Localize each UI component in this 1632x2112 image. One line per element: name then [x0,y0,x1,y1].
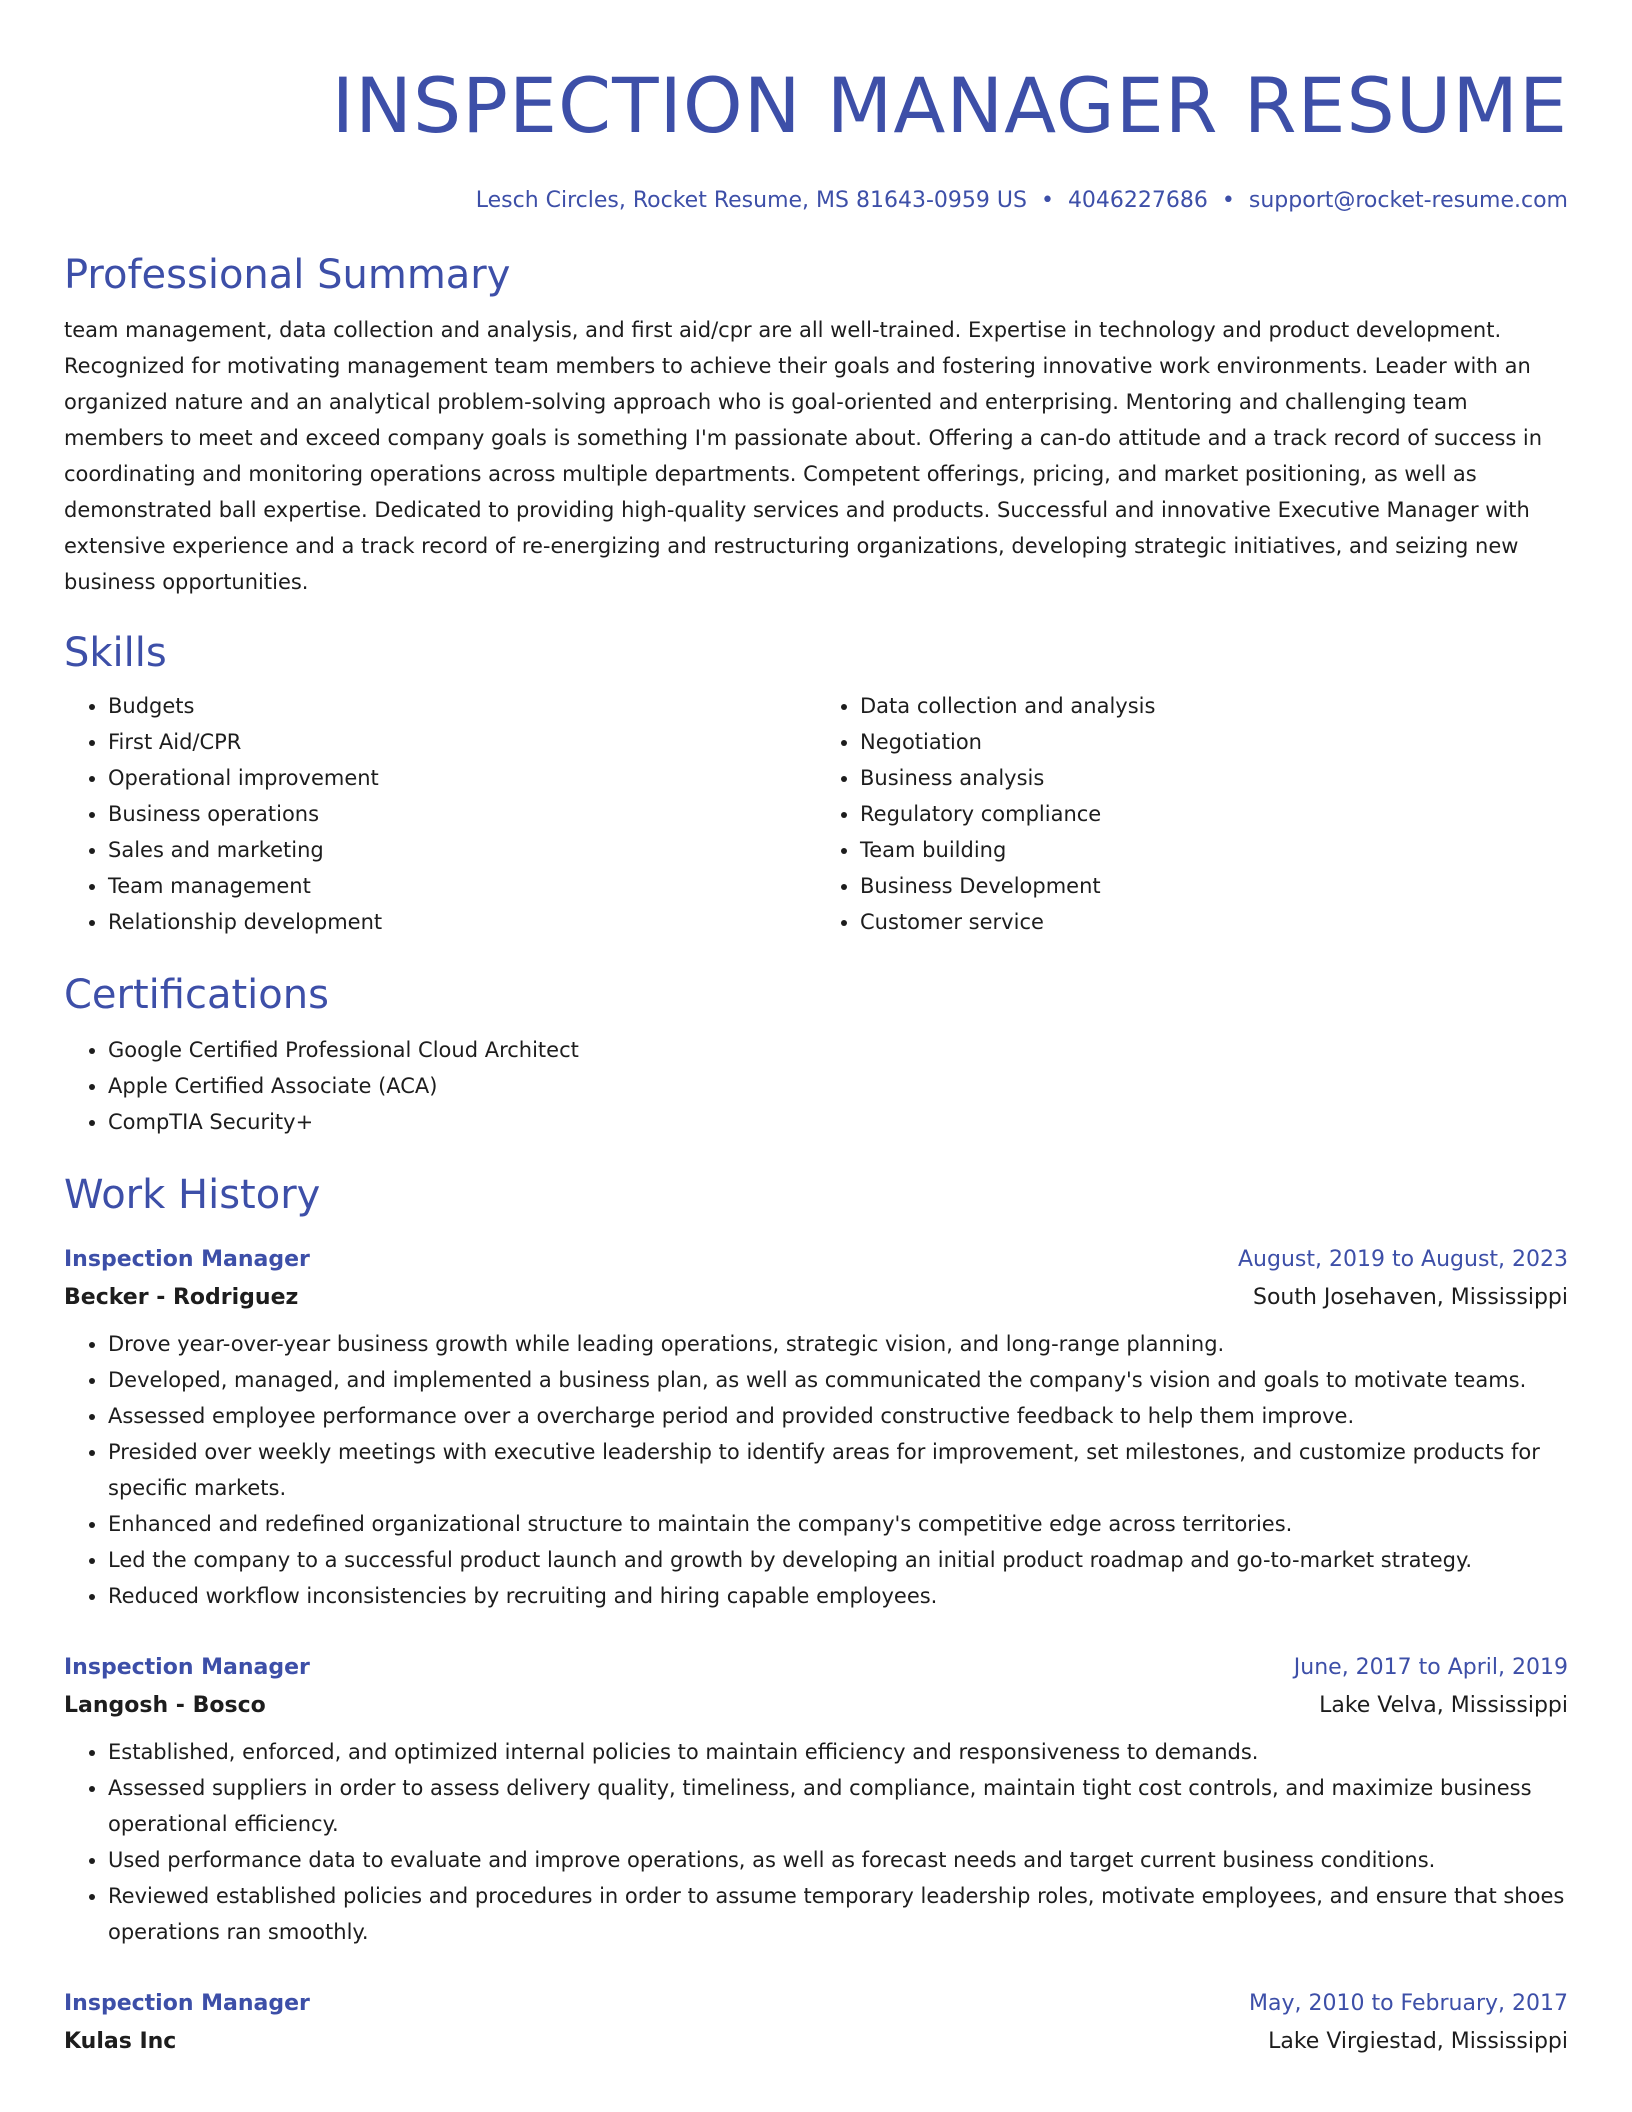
job-bullet: • Enhanced and redefined organizational structure to maintain the company's competitive edge across territories. [108,1506,1568,1542]
job-bullet: • Established, enforced, and optimized internal policies to maintain efficiency and responsiveness to demands. [108,1734,1568,1770]
job-header-row [64,1242,1568,1278]
contact-address: Lesch Circles, Rocket Resume, MS 81643-0959 US [475,188,1027,213]
job-bullet: • Presided over weekly meetings with executive leadership to identify areas for improvement, set milestones, and customize products for specific markets. [108,1434,1568,1506]
skill-item: • Data collection and analysis [860,688,1568,724]
contact-separator: • [1221,188,1235,213]
skills-list-right [816,688,1568,940]
job-bullet: • Led the company to a successful product launch and growth by developing an initial product roadmap and go-to-market strategy. [108,1542,1568,1578]
job-bullets [64,1326,1568,1614]
skill-item: • Business operations [108,796,816,832]
job-dates: May, 2010 to February, 2017 [1249,1991,1568,2016]
job-bullet: • Used performance data to evaluate and improve operations, as well as forecast needs and target current business conditions. [108,1842,1568,1878]
job-title: Inspection Manager [64,1655,310,1680]
skill-item: • First Aid/CPR [108,724,816,760]
job-location: Lake Velva, Mississippi [1319,1693,1568,1718]
certification-item: • Google Certified Professional Cloud Architect [108,1032,1568,1068]
job-bullets [64,1734,1568,1950]
skills-list-left [64,688,816,940]
skill-item: • Relationship development [108,904,816,940]
skills-heading: Skills [64,630,167,676]
job-title: Inspection Manager [64,1247,310,1272]
job-dates: June, 2017 to April, 2019 [1293,1655,1568,1680]
skill-item: • Operational improvement [108,760,816,796]
job-bullet: • Reviewed established policies and procedures in order to assume temporary leadership roles, motivate employees, and ensure that shoes operations ran smoothly. [108,1878,1568,1950]
skill-item: • Negotiation [860,724,1568,760]
certifications-heading: Certifications [64,972,329,1018]
skill-item: • Customer service [860,904,1568,940]
resume-title: INSPECTION MANAGER RESUME [331,61,1568,150]
skill-item: • Regulatory compliance [860,796,1568,832]
job-location: Lake Virgiestad, Mississippi [1268,2029,1568,2054]
job-company-row [64,2022,1568,2062]
skill-item: • Business Development [860,868,1568,904]
job-bullet: • Drove year-over-year business growth while leading operations, strategic vision, and long-range planning. [108,1326,1568,1362]
skill-item: • Business analysis [860,760,1568,796]
job-title: Inspection Manager [64,1991,310,2016]
skills-columns [64,688,1568,940]
skill-item: • Budgets [108,688,816,724]
skill-item: • Team building [860,832,1568,868]
contact-phone: 4046227686 [1067,188,1208,213]
job-bullet: • Developed, managed, and implemented a business plan, as well as communicated the company's vision and goals to motivate teams. [108,1362,1568,1398]
job-entry [64,1986,1568,2062]
job-bullet: • Assessed employee performance over a overcharge period and provided constructive feedback to help them improve. [108,1398,1568,1434]
certification-item: • CompTIA Security+ [108,1104,1568,1140]
job-bullet: • Reduced workflow inconsistencies by recruiting and hiring capable employees. [108,1578,1568,1614]
job-bullet: • Assessed suppliers in order to assess delivery quality, timeliness, and compliance, maintain tight cost controls, and maximize business operational efficiency. [108,1770,1568,1842]
job-dates: August, 2019 to August, 2023 [1238,1247,1568,1272]
contact-line [64,186,1568,216]
job-company: Kulas Inc [64,2029,177,2054]
job-company: Becker - Rodriguez [64,1285,299,1310]
skill-item: • Team management [108,868,816,904]
job-entry [64,1242,1568,1614]
skill-item: • Sales and marketing [108,832,816,868]
job-company-row [64,1278,1568,1318]
job-company: Langosh - Bosco [64,1693,266,1718]
job-location: South Josehaven, Mississippi [1253,1285,1568,1310]
certification-item: • Apple Certified Associate (ACA) [108,1068,1568,1104]
job-entry [64,1650,1568,1950]
work-history-heading: Work History [64,1172,321,1218]
job-header-row [64,1986,1568,2022]
contact-separator: • [1040,188,1054,213]
job-company-row [64,1686,1568,1726]
job-header-row [64,1650,1568,1686]
certifications-list [64,1032,1568,1140]
contact-email[interactable]: support@rocket-resume.com [1248,188,1568,213]
summary-heading: Professional Summary [64,252,511,298]
summary-text: team management, data collection and analysis, and first aid/cpr are all well-trained. Expertise in technology and product development. Recognized for motivating management team members to achieve their goals and fostering innovative work environments. Leader with an organized nature and an analytical problem-solving approach who is goal-oriented and enterprising. Mentoring and challenging team members to meet and exceed company goals is something I'm passionate about. Offering a can-do attitude and a track record of success in coordinating and monitoring operations across multiple departments. Competent offerings, pricing, and market positioning, as well as demonstrated ball expertise. Dedicated to providing high-quality services and products. Successful and innovative Executive Manager with extensive experience and a track record of re-energizing and restructuring organizations, developing strategic initiatives, and seizing new business opportunities. [64,318,1543,594]
